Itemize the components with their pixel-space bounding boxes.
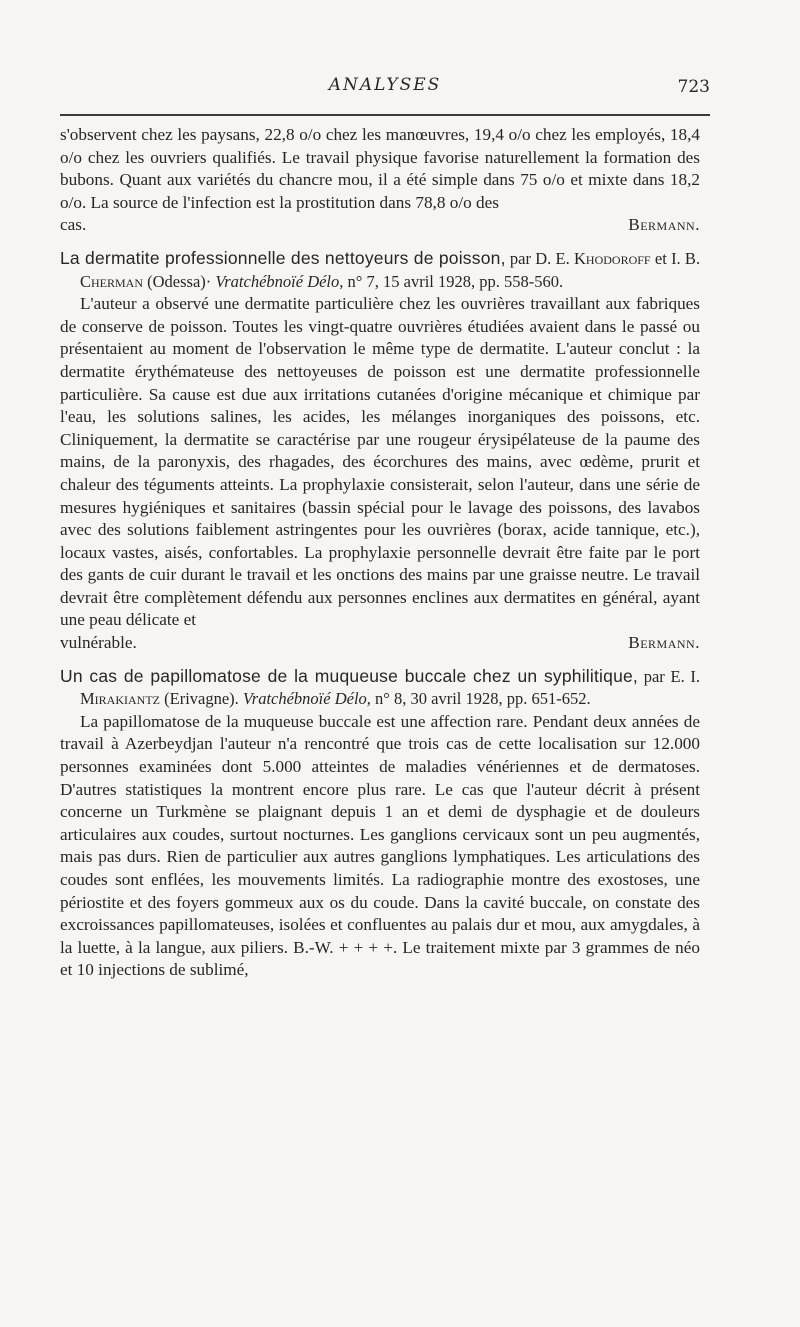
- article-1-title: La dermatite professionnelle des nettoyeurs de poisson,: [60, 247, 506, 268]
- article-2-body: La papillomatose de la muqueuse buccale est une affection rare. Pendant deux années de travail à Azerbeydjan l'auteur n'a rencontré que trois cas de cette localisation sur 12.000 personnes examinées dont 5.000 atteintes de maladies vénériennes et de dermatoses. D'autres statistiques la montrent encore plus rare. Le cas que l'auteur décrit à présent concerne un Turkmène se plaignant depuis 1 an et demi de dysphagie et de douleurs articulaires aux coudes, surtout nocturnes. Les ganglions cervicaux sont un peu augmentés, mais pas durs. Rien de particulier aux autres ganglions lymphatiques. Les articulations des coudes sont enflées, les mouvements limités. La radiographie montre des exostoses, une périostite et des foyers gommeux aux os du coude. Dans la cavité buccale, on constate des excroissances papillomateuses, isolées et confluentes au palais dur et mou, aux amygdales, à la luette, à la langue, aux piliers. B.-W. + + + +. Le traitement mixte par 3 grammes de néo et 10 injections de sublimé,: [60, 711, 700, 980]
- running-head: ANALYSES: [328, 75, 442, 95]
- article-2-citation: [60, 665, 700, 711]
- intro-signature: Bermann.: [628, 215, 700, 235]
- article-1-author-2: I. B. Cherman: [80, 248, 701, 291]
- article-1-by: par: [509, 248, 531, 268]
- article-1-last: vulnérable.: [60, 633, 137, 653]
- article-2-journal: Vratchébnoïé Délo,: [242, 689, 371, 709]
- article-1-city: (Odessa)·: [147, 271, 212, 291]
- intro-paragraph: [60, 124, 700, 214]
- article-2-by: par: [643, 666, 665, 686]
- article-1-signature: Bermann.: [628, 633, 700, 653]
- header-rule: [60, 114, 710, 116]
- article-2-city: (Erivagne).: [164, 689, 239, 709]
- intro-text: s'observent chez les paysans, 22,8 o/o chez les manœuvres, 19,4 o/o chez les employés, 18,4 o/o chez les ouvriers qualifiés. Le travail physique favorise naturellement la formation des bubons. Quant aux variétés du chancre mou, il a été simple dans 75 o/o et mixte dans 18,2 o/o. La source de l'infection est la prostitution dans 78,8 o/o des: [60, 125, 700, 212]
- article-1-journal: Vratchébnoïé Délo,: [215, 271, 344, 291]
- article-1-author-1: D. E. Khodoroff: [535, 248, 651, 268]
- article-1-citation: [60, 247, 700, 293]
- intro-last-line: [60, 214, 700, 237]
- page-header: [60, 75, 710, 101]
- article-2-pages: pp. 651-652.: [506, 689, 591, 709]
- intro-last: cas.: [60, 215, 87, 235]
- page-body: [60, 124, 700, 982]
- article-2-issue: n° 8, 30 avril 1928,: [375, 689, 503, 709]
- page-number: 723: [677, 77, 710, 97]
- article-1-issue: n° 7, 15 avril 1928,: [347, 271, 476, 291]
- article-2-author: E. I. Mirakiantz: [80, 666, 701, 709]
- article-2: [60, 665, 700, 982]
- article-1-last-line: [60, 632, 700, 655]
- article-1-body: L'auteur a observé une dermatite particulière chez les ouvrières travaillant aux fabriques de conserve de poisson. Toutes les vingt-quatre ouvrières étudiées avaient dans le passé ou présentaient au moment de l'observation le même type de dermatite. L'auteur conclut : la dermatite érythémateuse des nettoyeuses de poisson est une dermatite professionnelle particulière. Sa cause est due aux irritations cutanées d'origine mécanique et chimique par l'eau, les solutions salines, les acides, les mélanges inorganiques des poissons, etc. Cliniquement, la dermatite se caractérise par une rougeur érysipélateuse de la paume des mains, de la paronyxis, des rhagades, des écorchures des mains, avec œdème, prurit et chaleur des téguments atteints. La prophylaxie consisterait, selon l'auteur, dans une série de mesures hygiéniques et sanitaires (bassin spécial pour le lavage des poissons, des lavabos avec des solutions faiblement astringentes pour les ouvrières (borax, acide tannique, etc.), locaux vastes, aisés, confortables. La prophylaxie personnelle devrait être faite par le port des gants de cuir durant le travail et les onctions des mains par une graisse neutre. Le travail devrait être complètement défendu aux personnes enclines aux dermatites en général, ayant une peau délicate et: [60, 294, 700, 630]
- article-1-pages: pp. 558-560.: [479, 271, 564, 291]
- article-2-title: Un cas de papillomatose de la muqueuse buccale chez un syphilitique,: [60, 665, 638, 686]
- article-1: [60, 247, 700, 655]
- article-1-and: et: [654, 248, 667, 268]
